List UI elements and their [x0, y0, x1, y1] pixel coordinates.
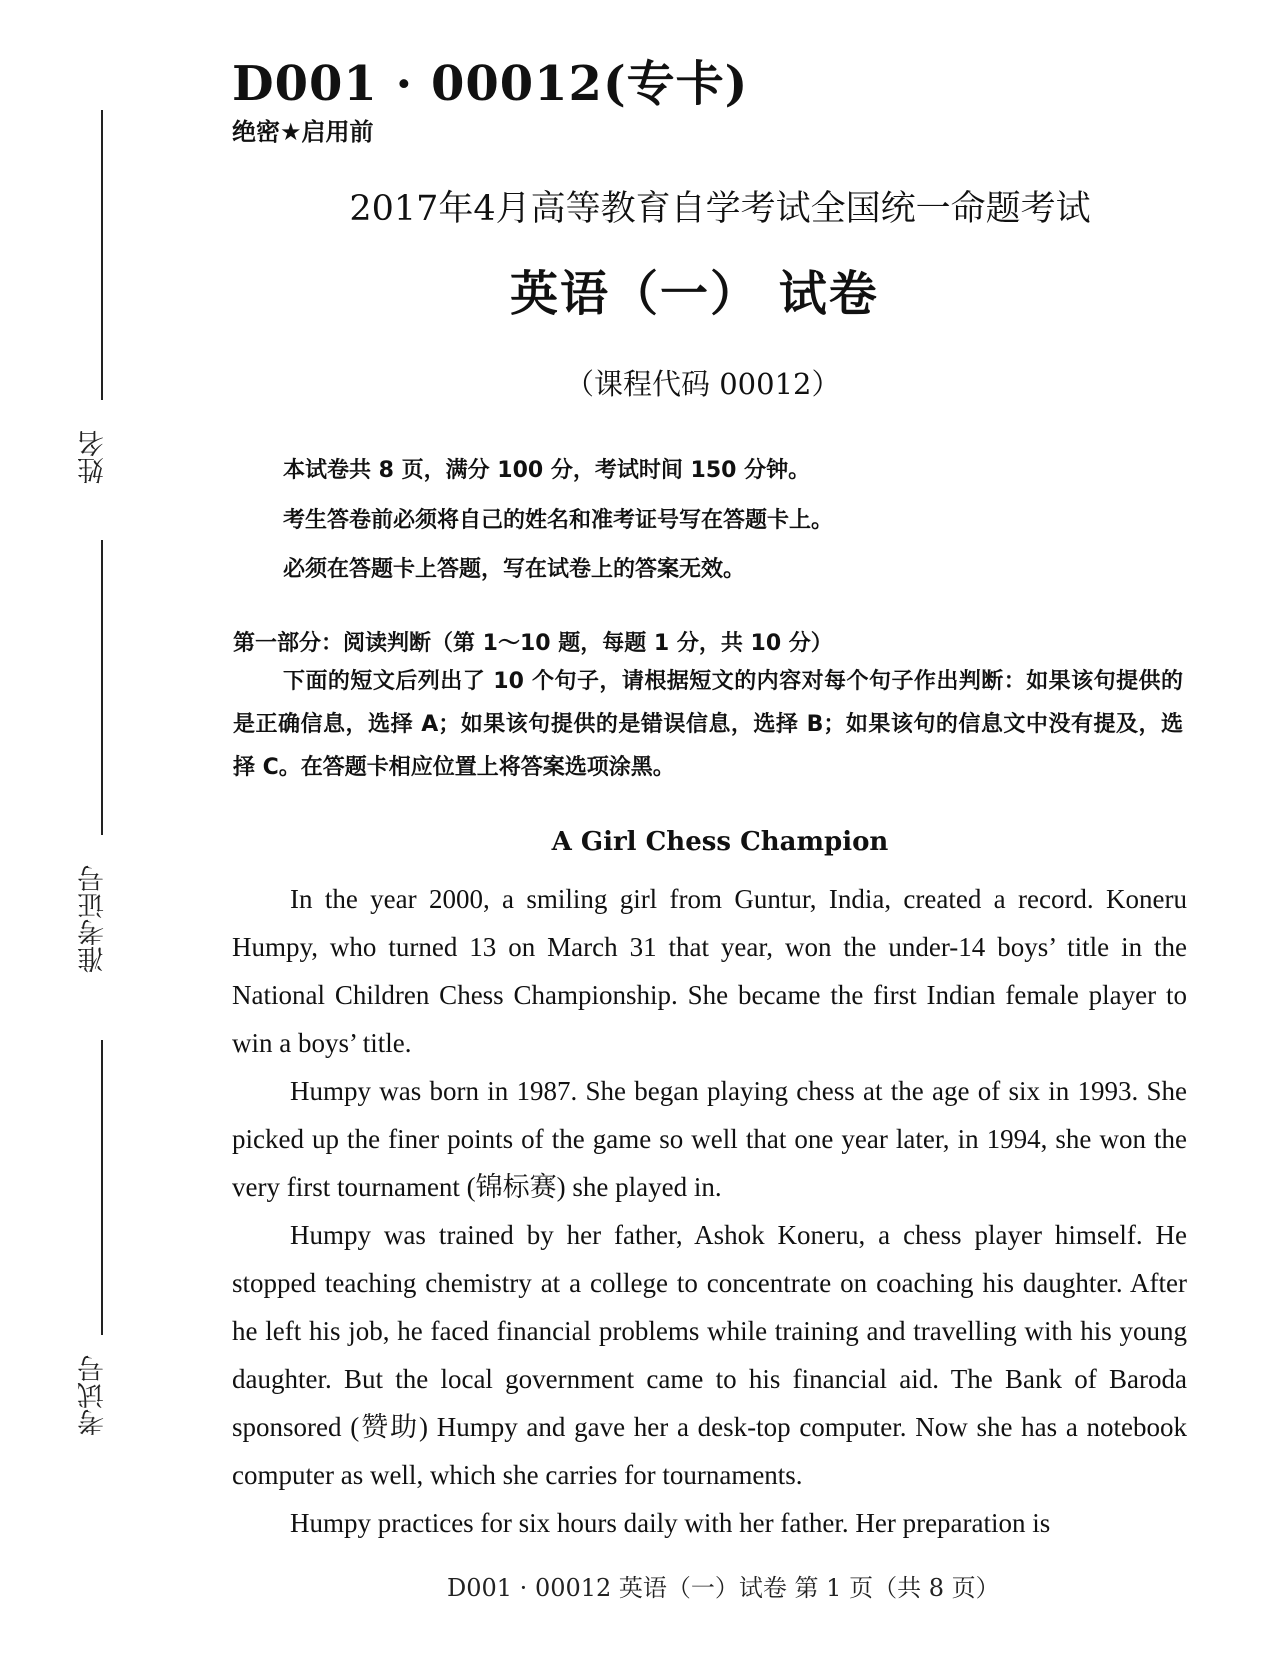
section-instructions: 下面的短文后列出了 10 个句子，请根据短文的内容对每个句子作出判断：如果该句提供的是正确信息，选择 A；如果该句提供的是错误信息，选择 B；如果该句的信息文中没有提及，选择 C。在答题卡相应位置上将答案选项涂黑。 — [233, 669, 1183, 780]
paper-code: D001 · 00012(专卡) — [232, 56, 749, 112]
notice-line-1: 本试卷共 8 页，满分 100 分，考试时间 150 分钟。 — [283, 458, 811, 483]
notice-line-3: 必须在答题卡上答题，写在试卷上的答案无效。 — [283, 557, 746, 582]
exam-title: 2017年4月高等教育自学考试全国统一命题考试 — [349, 189, 1091, 229]
section-heading: 第一部分：阅读判断（第 1～10 题，每题 1 分，共 10 分） — [233, 631, 833, 656]
passage-paragraph-2: Humpy was born in 1987. She began playing chess at the age of six in 1993. She picked up the finer points of the game so well that one year later, in 1994, she won the very first tournament (锦标赛) she played in. — [232, 1076, 1187, 1202]
passage-paragraph-1: In the year 2000, a smiling girl from Guntur, India, created a record. Koneru Humpy, who turned 13 on March 31 that year, won the under-14 boys’ title in the National Children Chess Championship. She became the first Indian female player to win a boys’ title. — [232, 884, 1187, 1058]
margin-line-middle-1 — [101, 540, 103, 835]
margin-label-admission-number: 准考证号 — [78, 865, 109, 973]
passage-paragraph-3: Humpy was trained by her father, Ashok Koneru, a chess player himself. He stopped teaching chemistry at a college to concentrate on coaching his daughter. After he left his job, he faced financial problems while training and travelling with his young daughter. But the local government came to his financial aid. The Bank of Baroda sponsored (赞助) Humpy and gave her a desk-top computer. Now she has a notebook computer as well, which she carries for tournaments. — [232, 1220, 1187, 1490]
confidential-mark: 绝密★启用前 — [232, 118, 374, 146]
passage-body — [232, 875, 1187, 1547]
page-footer: D001 · 00012 英语（一）试卷 第 1 页（共 8 页） — [447, 1574, 1000, 1602]
margin-line-middle-2 — [101, 1040, 103, 1335]
margin-line-top — [101, 110, 103, 400]
passage-title: A Girl Chess Champion — [551, 827, 889, 857]
course-code: （课程代码 00012） — [565, 367, 841, 401]
passage-paragraph-4: Humpy practices for six hours daily with her father. Her preparation is — [290, 1508, 1051, 1538]
margin-label-exam-number: 考试号 — [78, 1355, 109, 1436]
notice-line-2: 考生答卷前必须将自己的姓名和准考证号写在答题卡上。 — [283, 508, 834, 533]
paper-title: 英语（一） 试卷 — [510, 266, 879, 322]
margin-label-name: 姓名 — [78, 430, 109, 484]
